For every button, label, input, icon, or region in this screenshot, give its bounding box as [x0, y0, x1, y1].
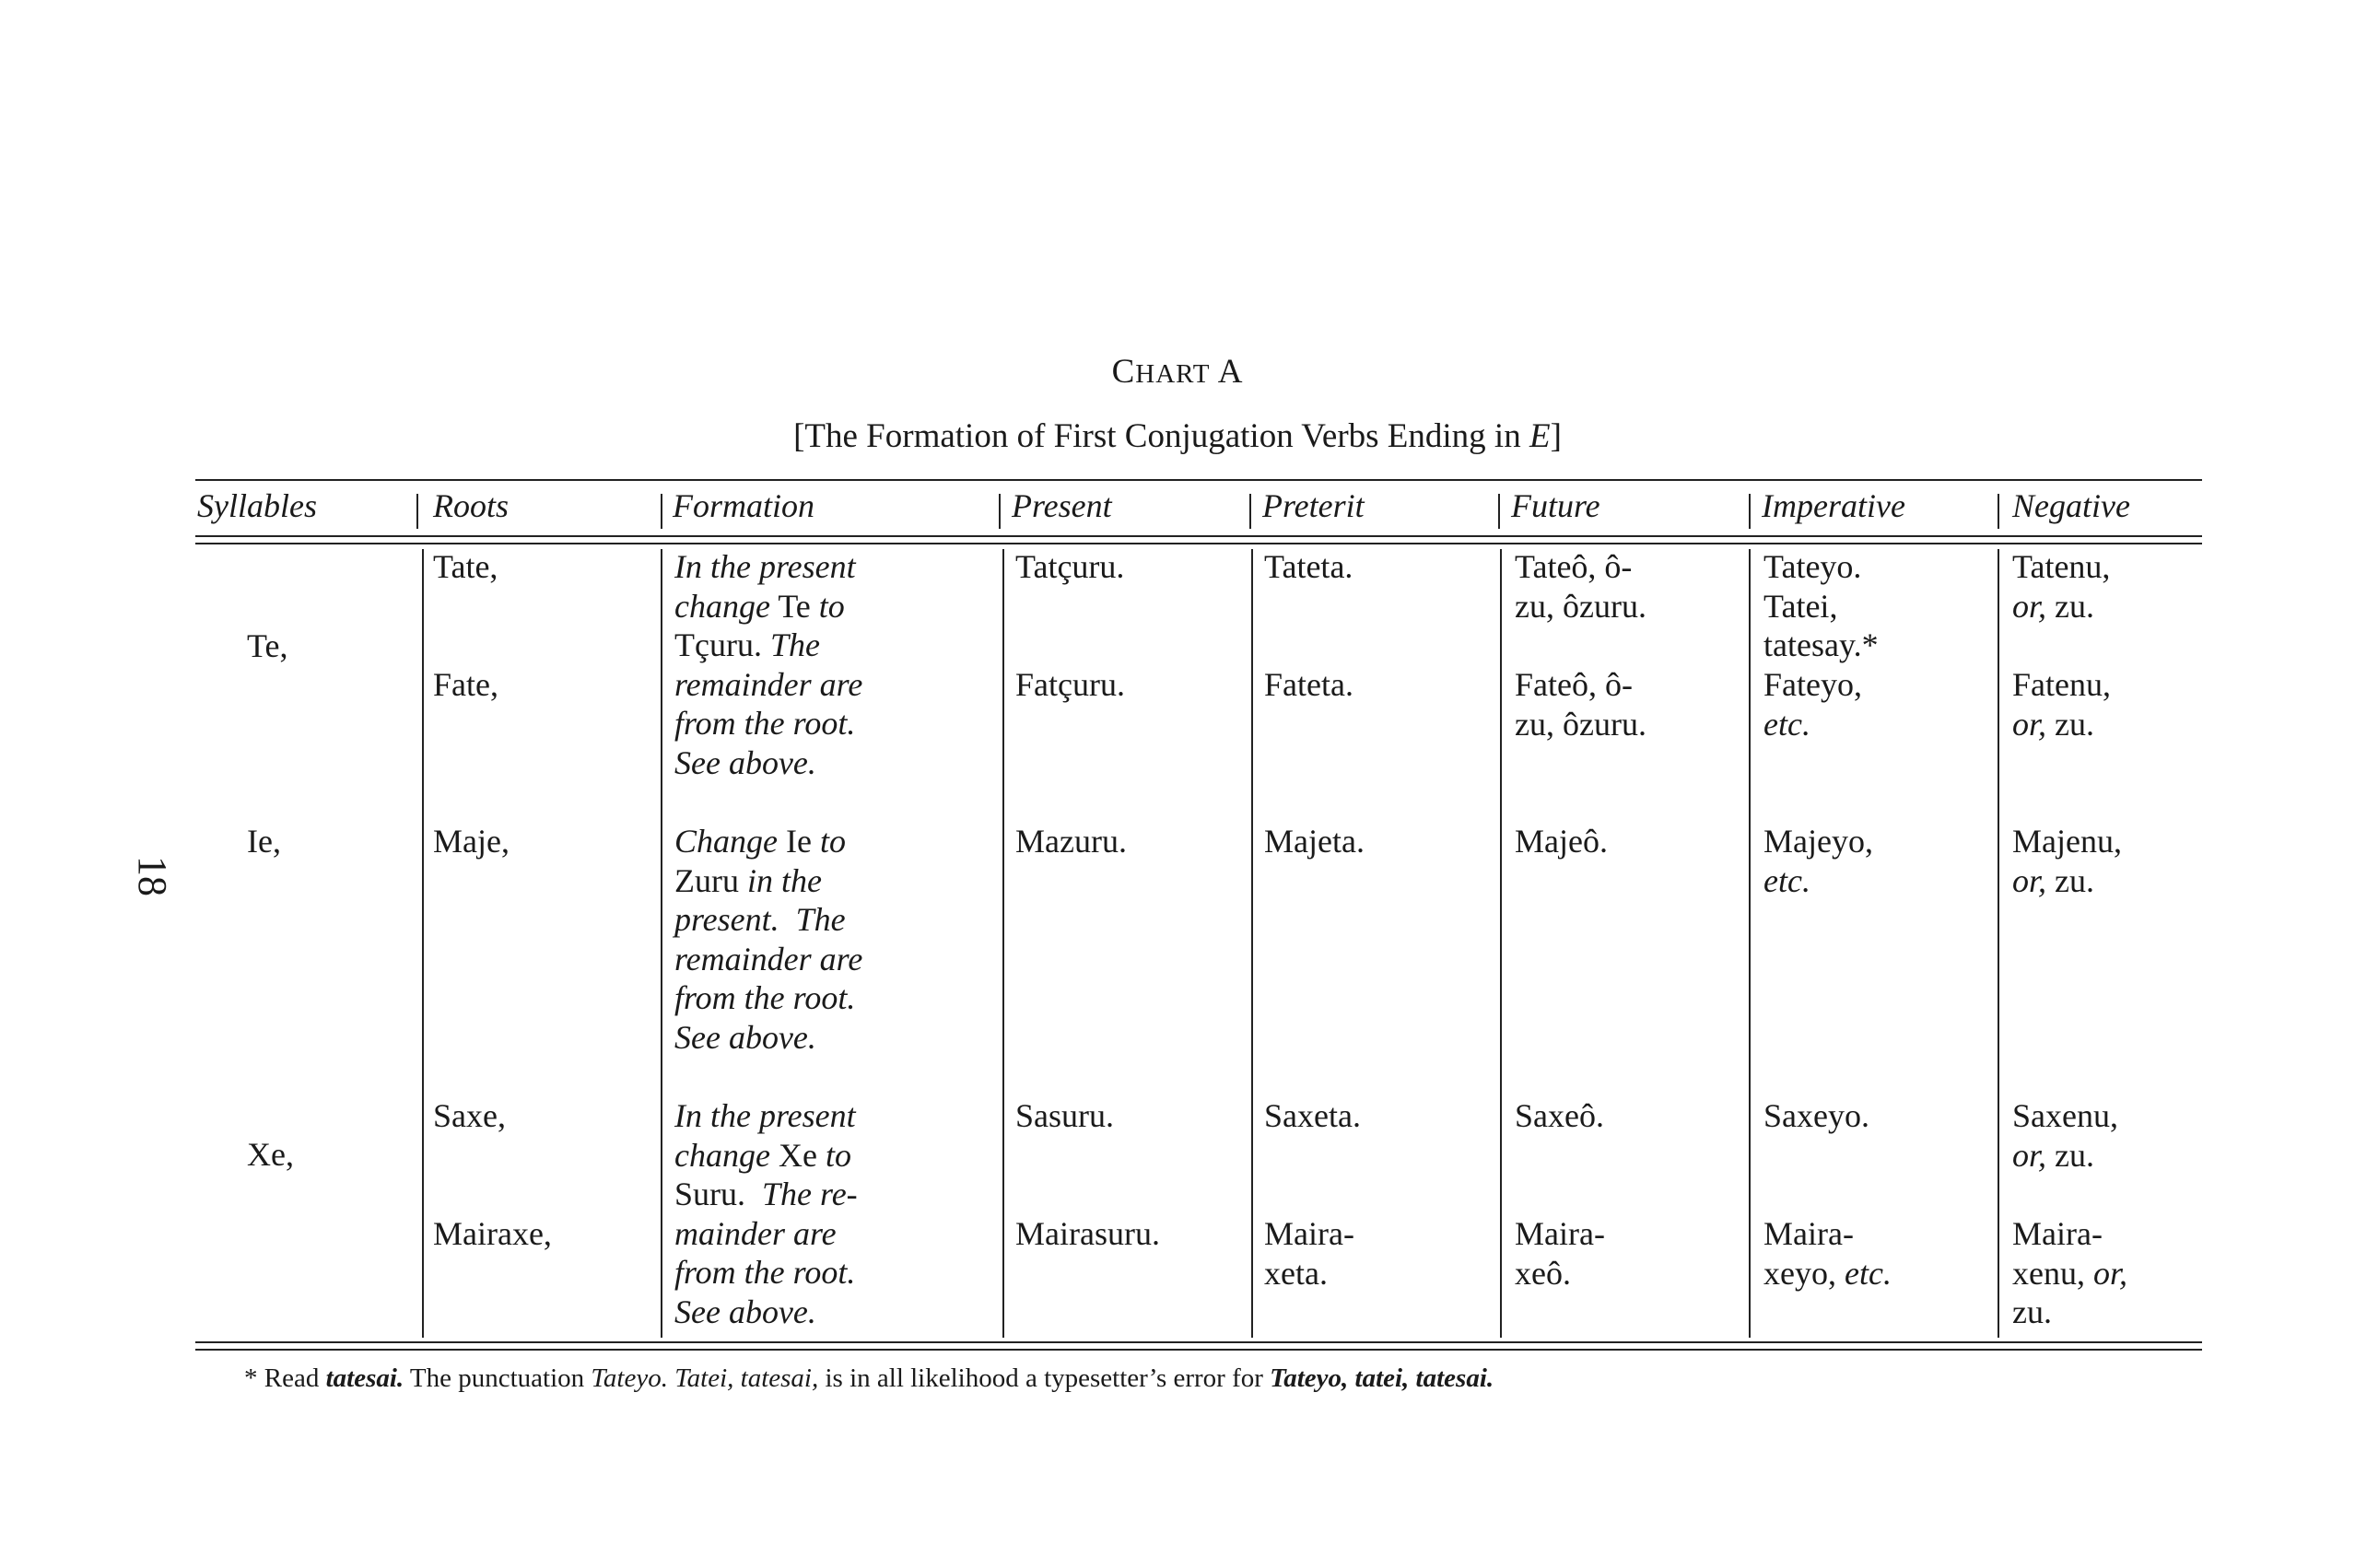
chart-title-smallcaps: HART — [1135, 359, 1211, 389]
formation-text: See above. — [674, 743, 816, 781]
header-future: Future — [1511, 487, 1600, 524]
negative-cell — [2012, 665, 2111, 743]
subtitle-letter: E — [1529, 417, 1551, 455]
column-divider — [661, 549, 662, 1338]
negative-cell — [2012, 1214, 2127, 1332]
formation-text: remainder are — [674, 940, 863, 977]
footnote-text: Tateyo. Tatei, tatesai, — [591, 1363, 819, 1393]
imperative-cell — [1763, 1214, 1892, 1293]
header-present: Present — [1012, 487, 1112, 524]
future-cell: Majeô. — [1515, 823, 1608, 860]
column-divider — [1251, 549, 1253, 1338]
present-cell: Tatçuru. — [1015, 548, 1125, 585]
imperative-cell: Saxeyo. — [1763, 1097, 1869, 1134]
column-divider — [1749, 549, 1751, 1338]
chart-subtitle — [0, 416, 2355, 456]
header-divider — [661, 494, 662, 529]
negative-text: zu. — [2046, 861, 2095, 899]
negative-text: Maira- xenu, — [2012, 1215, 2103, 1292]
negative-text: or, — [2092, 1254, 2128, 1292]
chart-title-letter: A — [1217, 353, 1244, 391]
imperative-text: etc. — [1844, 1254, 1892, 1292]
bottom-rule-2 — [195, 1349, 2202, 1351]
negative-text: or, — [2012, 705, 2047, 743]
footnote-text: tatesai. — [325, 1363, 404, 1393]
future-cell: Maira- xeô. — [1515, 1215, 1605, 1292]
present-cell: Sasuru. — [1015, 1097, 1114, 1134]
syllable-cell: Ie, — [247, 823, 281, 860]
formation-text: Suru. — [674, 1176, 763, 1212]
formation-cell — [674, 822, 862, 1057]
root-cell: Tate, — [433, 548, 498, 585]
header-divider — [416, 494, 418, 529]
header-rule-1 — [195, 535, 2202, 537]
future-cell: Tateô, ô- zu, ôzuru. — [1515, 548, 1646, 625]
header-divider — [1249, 494, 1251, 529]
table-top-rule — [195, 479, 2202, 481]
header-syllables: Syllables — [197, 487, 317, 524]
header-divider — [1998, 494, 1999, 529]
subtitle-text: [The Formation of First Conjugation Verbs Ending in — [793, 417, 1529, 455]
column-divider — [1002, 549, 1004, 1338]
header-divider — [1749, 494, 1751, 529]
imperative-text: Fateyo, — [1763, 666, 1862, 703]
negative-text: Fatenu, — [2012, 666, 2111, 703]
chart-title-initial: C — [1111, 353, 1136, 391]
formation-text: Ie — [778, 823, 820, 860]
formation-text: to — [818, 587, 845, 625]
footnote-marker: * Read — [244, 1363, 326, 1393]
negative-cell — [2012, 547, 2110, 626]
subtitle-bracket: ] — [1550, 417, 1562, 455]
header-roots: Roots — [433, 487, 510, 524]
chart-title — [0, 352, 2355, 392]
column-divider — [1500, 549, 1502, 1338]
present-cell: Mazuru. — [1015, 823, 1127, 860]
column-divider — [1998, 549, 1999, 1338]
syllable-cell: Te, — [247, 627, 288, 664]
formation-cell — [674, 547, 862, 782]
preterit-cell: Saxeta. — [1264, 1097, 1361, 1134]
header-divider — [999, 494, 1001, 529]
syllable-cell: Xe, — [247, 1136, 294, 1173]
negative-text: zu. — [2012, 1293, 2052, 1330]
formation-text: from the root. — [674, 705, 856, 742]
imperative-text: Maira- xeyo, — [1763, 1215, 1854, 1292]
formation-text: Xe — [769, 1136, 826, 1174]
negative-text: or, — [2012, 1136, 2047, 1174]
formation-text: change — [674, 1136, 770, 1174]
formation-text: mainder are — [674, 1214, 837, 1252]
formation-text: to — [819, 823, 846, 860]
footnote — [244, 1363, 1494, 1394]
header-divider — [1498, 494, 1500, 529]
formation-text: change — [674, 587, 770, 625]
negative-text: Majenu, — [2012, 823, 2122, 860]
preterit-cell: Tateta. — [1264, 548, 1353, 585]
footnote-text: The punctuation — [404, 1363, 592, 1393]
future-cell: Fateô, ô- zu, ôzuru. — [1515, 666, 1646, 743]
formation-text: Change — [674, 823, 778, 860]
present-cell: Fatçuru. — [1015, 666, 1125, 703]
negative-text: Tatenu, — [2012, 548, 2111, 585]
root-cell: Maje, — [433, 823, 510, 860]
formation-text: The re- — [762, 1176, 858, 1212]
preterit-cell: Maira- xeta. — [1264, 1215, 1354, 1292]
imperative-cell — [1763, 822, 1873, 900]
formation-text: Zuru — [674, 861, 747, 899]
formation-text: in the — [746, 861, 822, 899]
page-number: 18 — [130, 856, 175, 896]
negative-text: zu. — [2046, 1136, 2095, 1174]
formation-text: to — [825, 1136, 851, 1174]
imperative-cell — [1763, 665, 1862, 743]
preterit-cell: Fateta. — [1264, 666, 1353, 703]
imperative-text: Majeyo, — [1763, 823, 1873, 860]
formation-text: Tçuru. — [674, 626, 770, 663]
header-imperative: Imperative — [1762, 487, 1905, 524]
negative-text: or, — [2012, 587, 2047, 625]
imperative-text: etc. — [1763, 705, 1810, 743]
negative-cell — [2012, 1096, 2118, 1175]
negative-text: zu. — [2046, 587, 2095, 625]
formation-text: Te — [769, 587, 819, 625]
header-preterit: Preterit — [1262, 487, 1365, 524]
footnote-text: Tateyo, tatei, tatesai. — [1270, 1363, 1494, 1393]
imperative-text: etc. — [1763, 861, 1810, 899]
root-cell: Mairaxe, — [433, 1215, 552, 1252]
footnote-text: is in all likelihood a typesetter’s error for — [818, 1363, 1271, 1393]
formation-text: remainder are — [674, 665, 863, 703]
column-divider — [422, 549, 424, 1338]
negative-text: or, — [2012, 861, 2047, 899]
header-formation: Formation — [673, 487, 815, 524]
formation-text: See above. — [674, 1018, 816, 1056]
formation-text: See above. — [674, 1293, 816, 1330]
formation-text: In the present — [674, 548, 856, 585]
present-cell: Mairasuru. — [1015, 1215, 1160, 1252]
header-rule-2 — [195, 543, 2202, 544]
bottom-rule-1 — [195, 1341, 2202, 1343]
formation-text: present. The — [674, 901, 846, 938]
root-cell: Fate, — [433, 666, 498, 703]
header-negative: Negative — [2012, 487, 2130, 524]
imperative-cell: Tateyo. Tatei, tatesay.* — [1763, 548, 1879, 663]
negative-text: zu. — [2046, 705, 2095, 743]
preterit-cell: Majeta. — [1264, 823, 1365, 860]
negative-text: Saxenu, — [2012, 1097, 2118, 1134]
future-cell: Saxeô. — [1515, 1097, 1604, 1134]
formation-text: from the root. — [674, 1254, 856, 1291]
formation-text: The — [769, 626, 820, 663]
negative-cell — [2012, 822, 2122, 900]
formation-text: from the root. — [674, 979, 856, 1016]
formation-text: In the present — [674, 1097, 856, 1134]
root-cell: Saxe, — [433, 1097, 506, 1134]
formation-cell — [674, 1096, 858, 1331]
